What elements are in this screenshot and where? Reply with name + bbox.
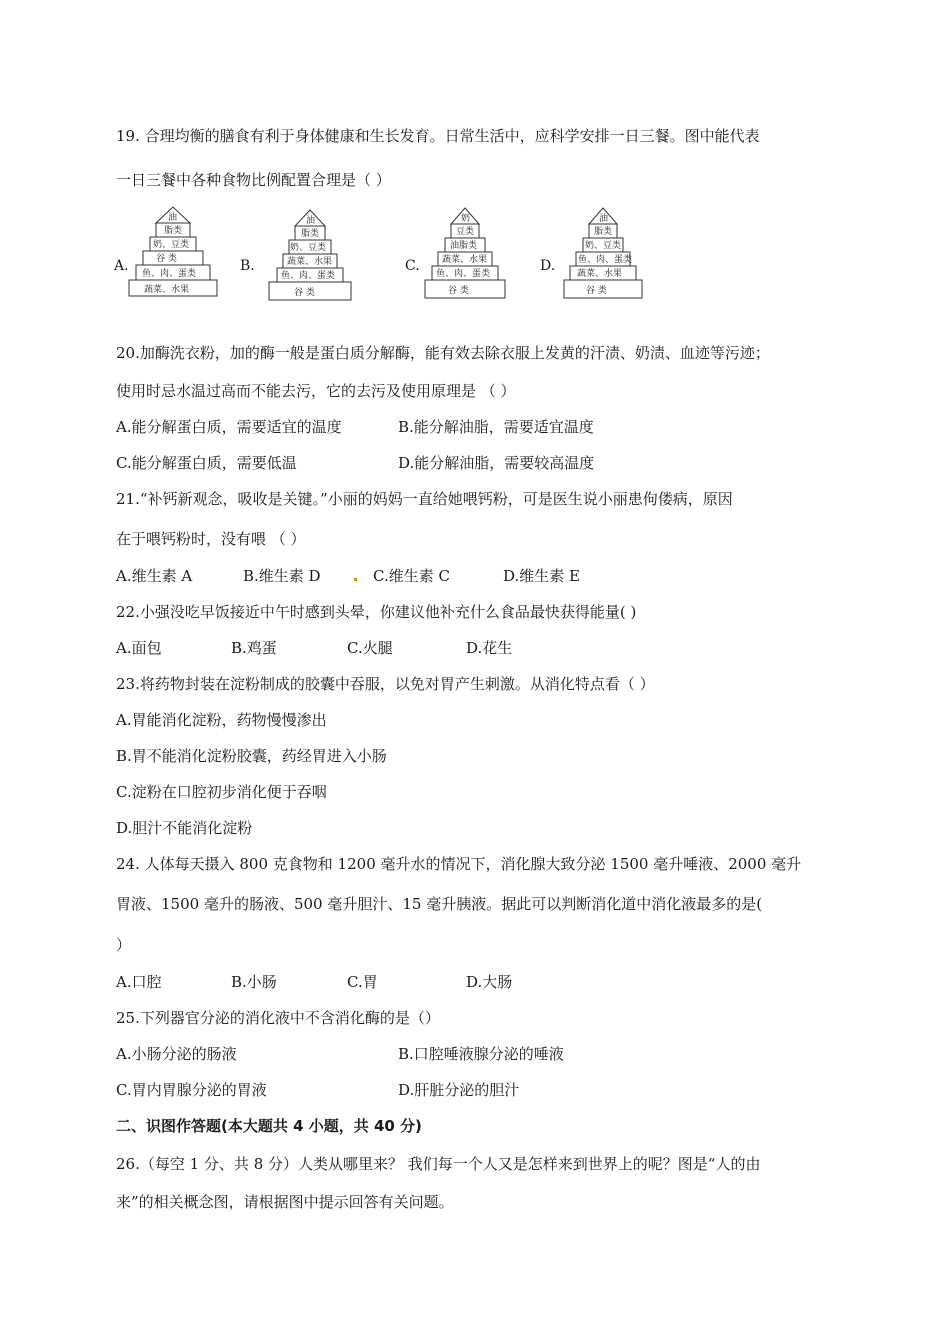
q19-option-d-label: D. xyxy=(540,258,556,274)
pyramid-c-layer-6: 谷 类 xyxy=(448,286,469,296)
q23-option-a: A.胃能消化淀粉，药物慢慢渗出 xyxy=(116,711,327,729)
pyramid-d-layer-5: 蔬菜、水果 xyxy=(577,269,623,279)
pyramid-a-layer-6: 蔬菜、水果 xyxy=(144,285,190,295)
q19-option-a-label: A. xyxy=(114,258,129,274)
pyramid-d-layer-1: 油 xyxy=(599,214,609,224)
q23-line1: 23.将药物封装在淀粉制成的胶囊中吞服，以免对胃产生刺激。从消化特点看（ ） xyxy=(116,675,655,693)
q21-option-c: C.维生素 C xyxy=(373,567,450,585)
q22-line1: 22.小强没吃早饭接近中午时感到头晕，你建议他补充什么食品最快获得能量( ) xyxy=(116,603,637,621)
q24-line1: 24. 人体每天摄入 800 克食物和 1200 毫升水的情况下，消化腺大致分泌 1500 毫升唾液、2000 毫升 xyxy=(116,855,802,873)
pyramid-d-layer-6: 谷 类 xyxy=(586,286,607,296)
pyramid-b-layer-5: 鱼、肉、蛋类 xyxy=(281,271,336,281)
q20-option-c: C.能分解蛋白质，需要低温 xyxy=(116,454,297,472)
q19-line2: 一日三餐中各种食物比例配置合理是（ ） xyxy=(116,171,391,189)
pyramid-b-layer-6: 谷 类 xyxy=(294,288,315,298)
pyramid-d-layer-3: 奶、豆类 xyxy=(585,241,622,251)
q24-line3: ） xyxy=(116,936,132,954)
q21-option-b: B.维生素 D xyxy=(243,567,321,585)
q20-option-a: A.能分解蛋白质，需要适宜的温度 xyxy=(116,418,342,436)
q19-option-b-label: B. xyxy=(240,258,255,274)
q24-option-b: B.小肠 xyxy=(231,973,277,991)
q21-line2: 在于喂钙粉时，没有喂 （ ） xyxy=(116,530,306,548)
pyramid-d-layer-4: 鱼、肉、蛋类 xyxy=(578,255,633,265)
pyramid-a-layer-4: 谷 类 xyxy=(156,254,177,264)
q20-option-b: B.能分解油脂，需要适宜温度 xyxy=(398,418,594,436)
q26-line1: 26.（每空 1 分、共 8 分）人类从哪里来？ 我们每一个人又是怎样来到世界上的呢？图是“人的由 xyxy=(116,1155,761,1173)
pyramid-a-layer-1: 油 xyxy=(168,213,178,223)
pyramid-b-layer-3: 奶、豆类 xyxy=(290,243,327,253)
q24-option-d: D.大肠 xyxy=(466,973,513,991)
pyramid-b-layer-4: 蔬菜、水果 xyxy=(287,257,333,267)
q21-option-a: A.维生素 A xyxy=(116,567,193,585)
q25-line1: 25.下列器官分泌的消化液中不含消化酶的是（） xyxy=(116,1009,440,1027)
q26-line2: 来”的相关概念图，请根据图中提示回答有关问题。 xyxy=(116,1193,454,1211)
q22-option-b: B.鸡蛋 xyxy=(231,639,277,657)
q25-option-a: A.小肠分泌的肠液 xyxy=(116,1045,237,1063)
section-2-heading: 二、识图作答题(本大题共 4 小题，共 40 分) xyxy=(116,1117,422,1135)
pyramid-c-layer-4: 蔬菜、水果 xyxy=(442,255,488,265)
q21-option-d: D.维生素 E xyxy=(503,567,580,585)
q25-option-c: C.胃内胃腺分泌的胃液 xyxy=(116,1081,267,1099)
pyramid-d-layer-2: 脂类 xyxy=(594,227,613,237)
stray-dot-mark xyxy=(354,578,357,581)
pyramid-b-layer-1: 油 xyxy=(306,216,316,226)
q19-pyramid-a xyxy=(128,205,218,300)
pyramid-a-layer-5: 鱼、肉、蛋类 xyxy=(142,269,197,279)
pyramid-c-layer-1: 奶 xyxy=(461,214,471,224)
q20-line2: 使用时忌水温过高而不能去污，它的去污及使用原理是 （ ） xyxy=(116,382,516,400)
q22-option-c: C.火腿 xyxy=(347,639,393,657)
q24-option-a: A.口腔 xyxy=(116,973,162,991)
q25-option-b: B.口腔唾液腺分泌的唾液 xyxy=(398,1045,564,1063)
q20-line1: 20.加酶洗衣粉，加的酶一般是蛋白质分解酶，能有效去除衣服上发黄的汗渍、奶渍、血迹等污迹； xyxy=(116,344,770,362)
q20-option-d: D.能分解油脂，需要较高温度 xyxy=(398,454,595,472)
q25-option-d: D.肝脏分泌的胆汁 xyxy=(398,1081,520,1099)
q23-option-c: C.淀粉在口腔初步消化便于吞咽 xyxy=(116,783,327,801)
q22-option-d: D.花生 xyxy=(466,639,513,657)
q23-option-b: B.胃不能消化淀粉胶囊，药经胃进入小肠 xyxy=(116,747,387,765)
pyramid-a-layer-3: 奶、豆类 xyxy=(153,240,190,250)
q19-pyramid-c xyxy=(424,206,506,301)
q23-option-d: D.胆汁不能消化淀粉 xyxy=(116,819,253,837)
q19-line1: 19. 合理均衡的膳食有利于身体健康和生长发育。日常生活中，应科学安排一日三餐。图中能代表 xyxy=(116,127,760,145)
q22-option-a: A.面包 xyxy=(116,639,162,657)
pyramid-b-layer-2: 脂类 xyxy=(301,229,320,239)
q19-pyramid-b xyxy=(268,208,352,303)
q21-line1: 21.“补钙新观念，吸收是关键。”小丽的妈妈一直给她喂钙粉，可是医生说小丽患佝偻病，原因 xyxy=(116,490,733,508)
pyramid-c-layer-2: 豆类 xyxy=(456,227,475,237)
pyramid-c-layer-3: 油脂类 xyxy=(450,241,478,251)
q19-option-c-label: C. xyxy=(405,258,420,274)
q24-option-c: C.胃 xyxy=(347,973,378,991)
pyramid-c-layer-5: 鱼、肉、蛋类 xyxy=(436,269,491,279)
q19-pyramid-d xyxy=(563,206,643,301)
q24-line2: 胃液、1500 毫升的肠液、500 毫升胆汁、15 毫升胰液。据此可以判断消化道中消化液最多的是( xyxy=(116,895,763,913)
pyramid-a-layer-2: 脂类 xyxy=(164,226,183,236)
